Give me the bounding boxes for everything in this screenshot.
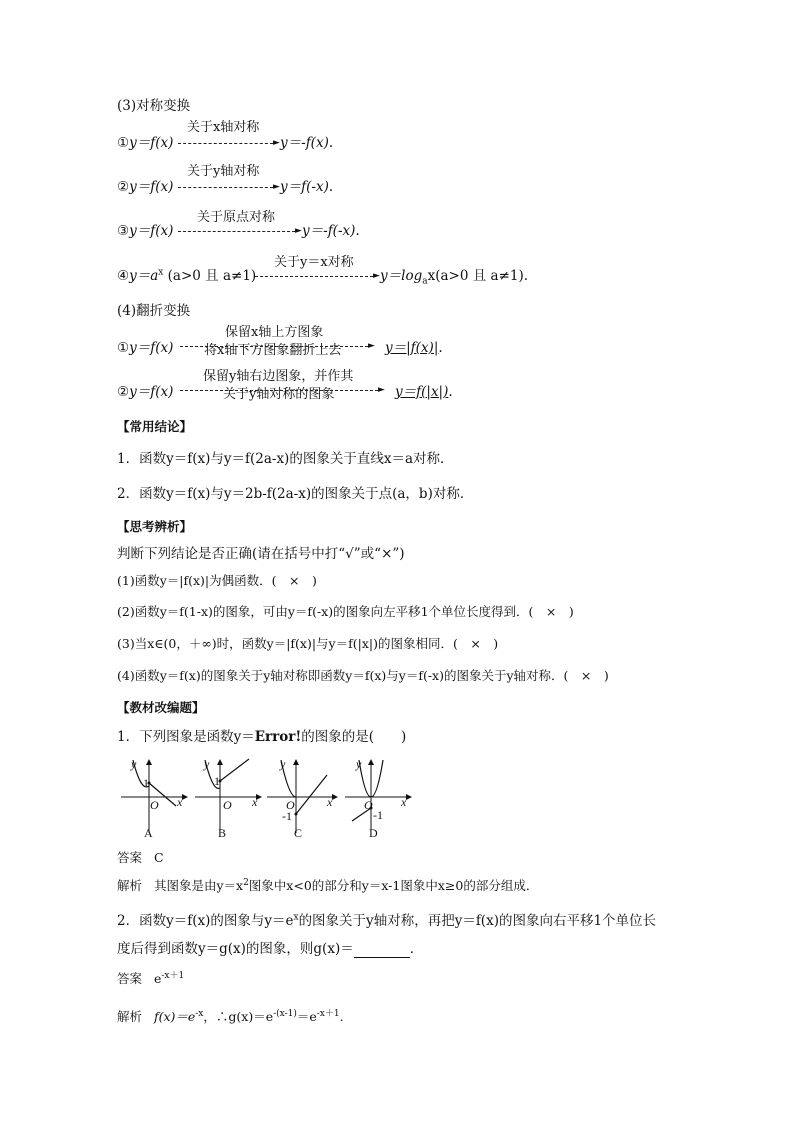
- graph-b-letter: B: [218, 826, 227, 840]
- dashed-arrow: ►: [180, 383, 385, 397]
- problem-1-answer: [117, 849, 164, 867]
- sym-result-1: y＝-f(x).: [280, 135, 334, 151]
- graph-c-y-label: y: [280, 757, 286, 771]
- graph-d-y-label: y: [356, 757, 362, 771]
- thinking-q4: (4)函数y＝f(x)的图象关于y轴对称即函数y＝f(x)与y＝f(-x)的图象关于y轴对称．( × ): [117, 668, 609, 683]
- graph-c-x-label: x: [327, 795, 333, 809]
- sym-cond-4: 关于y＝x对称: [274, 255, 354, 270]
- flip-cond-1a: 保留x轴上方图象: [225, 325, 324, 340]
- thinking-intro: 判断下列结论是否正确(请在括号中打“√”或“×”): [117, 546, 405, 562]
- problem-2-analysis: 解析 $f(x)=e^{-x}$，$\therefore g(x)=e^{-(x-1)}=e^{-x+1}$.: [117, 1008, 344, 1024]
- flip-cond-1b: 将x轴下方图象翻折上去: [204, 343, 342, 358]
- sym-item-2: ②y＝f(x): [117, 179, 174, 195]
- flip-cond-2b: 关于y轴对称的图象: [223, 387, 335, 402]
- sym-cond-3: 关于原点对称: [197, 210, 276, 225]
- graph-a-origin: O: [150, 798, 159, 812]
- answer-label: 答案: [117, 850, 143, 865]
- sym-item-3: ③y＝f(x): [117, 223, 174, 239]
- sym-item-1: ①y＝f(x): [117, 135, 174, 151]
- graph-b-y-label: y: [204, 757, 210, 771]
- textbook-heading: 【教材改编题】: [117, 700, 205, 715]
- flip-result-2: y＝f(|x|).: [395, 384, 453, 400]
- graph-b-origin: O: [223, 798, 232, 812]
- problem-2-line-2: 度后得到函数y＝g(x)的图象，则g(x)＝ ．: [117, 941, 424, 957]
- dashed-arrow: ►: [255, 269, 380, 283]
- sym-result-3: y＝-f(-x).: [302, 223, 360, 239]
- graph-c-origin: O: [286, 798, 295, 812]
- flip-result-1: y＝|f(x)|.: [385, 340, 443, 356]
- dashed-arrow: ►: [178, 180, 280, 194]
- answer-value: C: [153, 850, 164, 865]
- flip-item-1: ①y＝f(x): [117, 340, 174, 356]
- conclusion-2: 2．函数y＝f(x)与y＝2b-f(2a-x)的图象关于点(a，b)对称．: [117, 486, 474, 502]
- dashed-arrow: ►: [178, 224, 302, 238]
- dashed-arrow: ►: [180, 339, 375, 353]
- answer-blank: [354, 943, 410, 958]
- section4-title: (4)翻折变换: [117, 303, 191, 319]
- sym-cond-1: 关于x轴对称: [187, 120, 260, 135]
- problem-1-analysis: 解析 其图象是由$y=x^2$图象中x<0的部分和y＝x-1图象中x≥0的部分组成．: [117, 877, 539, 893]
- thinking-q1: (1)函数y＝|f(x)|为偶函数．( × ): [117, 573, 317, 588]
- sym-item-4: $④y=a^x$ (a>0 且 a≠1): [117, 267, 257, 284]
- graph-a-x-label: x: [177, 795, 183, 809]
- graph-d-letter: D: [369, 826, 378, 840]
- sym-result-2: y＝f(-x).: [280, 179, 334, 195]
- section3-title: (3)对称变换: [117, 98, 191, 114]
- graph-d-origin: O: [364, 798, 373, 812]
- flip-item-2: ②y＝f(x): [117, 384, 174, 400]
- dashed-arrow: ►: [178, 136, 280, 150]
- thinking-heading: 【思考辨析】: [117, 519, 193, 534]
- thinking-q3: (3)当x∈(0，＋∞)时，函数y＝|f(x)|与y＝f(|x|)的图象相同．( × ): [117, 636, 499, 651]
- conclusion-1: 1．函数y＝f(x)与y＝f(2a-x)的图象关于直线x＝a对称．: [117, 451, 454, 467]
- sym-cond-2: 关于y轴对称: [187, 164, 260, 179]
- graph-a-letter: A: [144, 826, 153, 840]
- thinking-q2: (2)函数y＝f(1-x)的图象，可由y＝f(-x)的图象向左平移1个单位长度得到．( × ): [117, 604, 574, 619]
- graph-c-letter: C: [294, 826, 303, 840]
- graph-b-tick-1: 1: [214, 774, 220, 788]
- problem-2-answer: 答案 $e^{-x+1}$: [117, 970, 185, 986]
- problem-1-question: 1．下列图象是函数y＝Error!的图象的是( ): [117, 729, 407, 745]
- graph-a-tick-1: 1: [143, 776, 149, 790]
- graph-c-tick-minus-1: -1: [282, 809, 292, 823]
- graph-d-x-label: x: [401, 795, 407, 809]
- graph-b-x-label: x: [252, 795, 258, 809]
- conclusions-heading: 【常用结论】: [117, 419, 193, 434]
- graph-d-tick-minus-1: -1: [373, 808, 383, 822]
- problem-2-line-1: 2．函数y＝f(x)的图象与$y=e^x$的图象关于y轴对称，再把y＝f(x)的图象向右平移1个单位长: [117, 912, 657, 929]
- flip-cond-2a: 保留y轴右边图象，并作其: [203, 369, 354, 384]
- graph-a-y-label: y: [131, 757, 137, 771]
- sym-result-4: $y=\log_ax(a>0$ 且 a≠1).: [380, 268, 529, 287]
